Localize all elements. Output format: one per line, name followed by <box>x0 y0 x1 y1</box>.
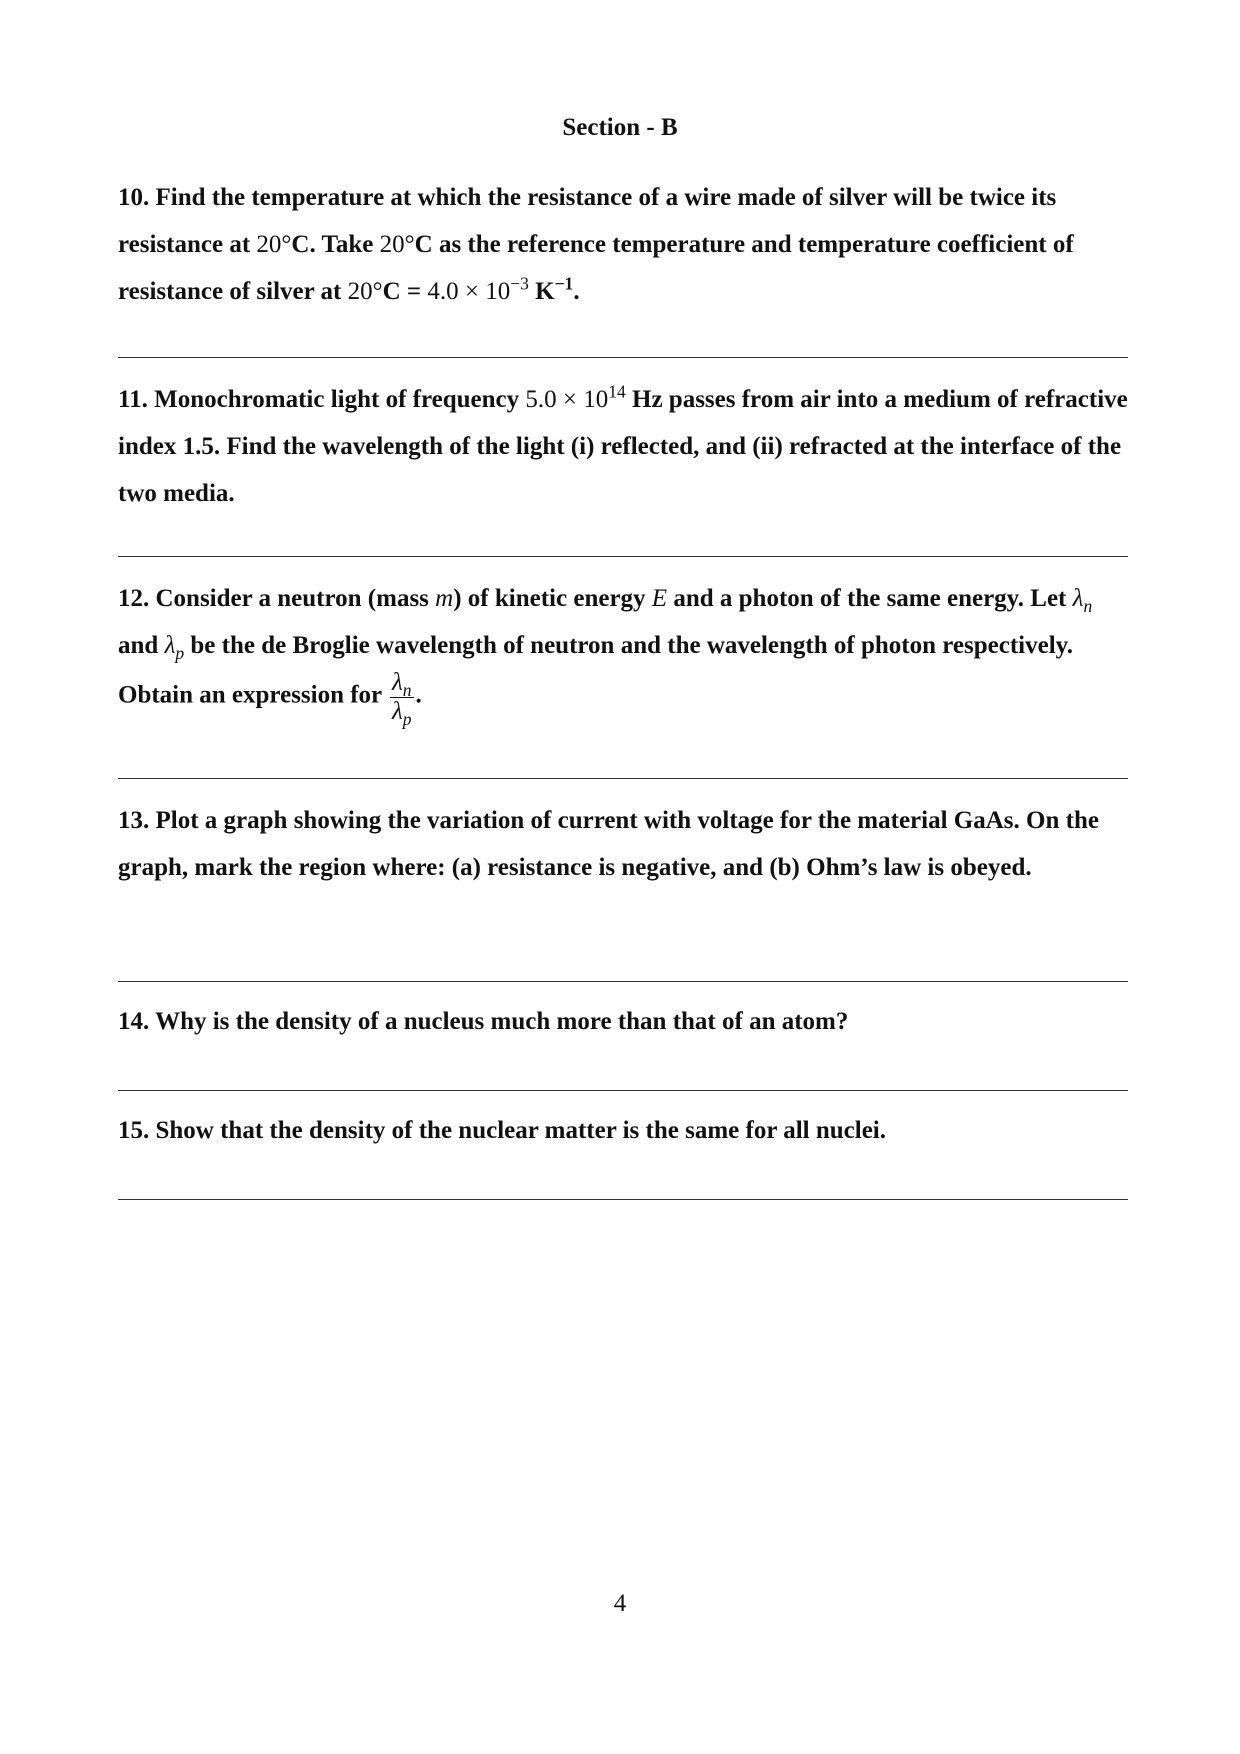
question-text: Find the temperature at which the resistance of a wire made of silver will be twice its resistance at <box>118 184 1057 258</box>
divider <box>118 778 1128 779</box>
question-text: C as the reference temperature and temperature coefficient of resistance of silver at <box>118 231 1074 305</box>
question-number: 11. <box>118 386 148 413</box>
math-temperature: 20° <box>347 278 383 305</box>
question-text: ) of kinetic energy <box>453 585 652 612</box>
math-subscript: n <box>402 680 412 700</box>
question-11 <box>118 376 1128 517</box>
question-14 <box>118 998 1128 1045</box>
math-subscript: p <box>402 708 412 729</box>
question-text: and a photon of the same energy. Let <box>667 585 1073 612</box>
math-lambda: λ <box>1072 585 1084 612</box>
question-number: 15. <box>118 1117 150 1144</box>
question-15 <box>118 1107 1128 1154</box>
question-12 <box>118 575 1128 729</box>
unit-exponent: −1 <box>554 273 574 294</box>
question-text: Hz passes from air into a medium of refractive index 1.5. Find the wavelength of the light (i) reflected, and (ii) refracted at the interface of the two media. <box>118 386 1128 507</box>
fraction-denominator <box>390 697 414 729</box>
question-text: Why is the density of a nucleus much more than that of an atom? <box>155 1008 849 1035</box>
question-text: K <box>528 278 555 305</box>
question-text: Monochromatic light of frequency <box>154 386 526 413</box>
question-10 <box>118 174 1128 315</box>
question-number: 14. <box>118 1008 150 1035</box>
math-energy: E <box>651 585 668 612</box>
math-exponent: −3 <box>510 273 529 294</box>
page-number: 4 <box>613 1590 627 1617</box>
divider <box>118 981 1128 982</box>
question-number: 13. <box>118 807 150 834</box>
question-number: 12. <box>118 585 150 612</box>
math-mass: m <box>435 585 454 612</box>
question-text: . <box>415 681 422 709</box>
math-subscript: p <box>175 643 185 663</box>
math-lambda: λ <box>391 697 403 725</box>
math-lambda: λ <box>164 632 176 659</box>
question-text: and <box>118 632 165 659</box>
math-frequency: 5.0 × 10 <box>525 386 609 413</box>
math-lambda: λ <box>391 669 403 696</box>
question-text: be the de Broglie wavelength of neutron and the wavelength of photon respectively. Obtain an expression for <box>118 632 1074 709</box>
math-temperature: 20° <box>379 231 415 258</box>
question-text: . <box>573 278 580 305</box>
question-number: 10. <box>118 184 150 211</box>
question-text: Show that the density of the nuclear matter is the same for all nuclei. <box>155 1117 887 1144</box>
fraction-numerator <box>390 669 414 698</box>
question-13 <box>118 797 1128 891</box>
divider <box>118 357 1128 358</box>
question-text: C = <box>382 278 428 305</box>
question-text: Consider a neutron (mass <box>155 585 436 612</box>
question-text: Plot a graph showing the variation of current with voltage for the material GaAs. On the graph, mark the region where: (a) resistance is negative, and (b) Ohm’s law is obeyed. <box>118 807 1099 881</box>
section-title: Section - B <box>562 114 678 141</box>
math-subscript: n <box>1083 596 1093 616</box>
divider <box>118 1090 1128 1091</box>
divider <box>118 556 1128 557</box>
math-exponent: 14 <box>608 381 626 402</box>
math-coefficient: 4.0 × 10 <box>427 278 511 305</box>
math-temperature: 20° <box>256 231 292 258</box>
divider <box>118 1199 1128 1200</box>
math-fraction <box>390 669 414 729</box>
question-text: C. Take <box>291 231 380 258</box>
